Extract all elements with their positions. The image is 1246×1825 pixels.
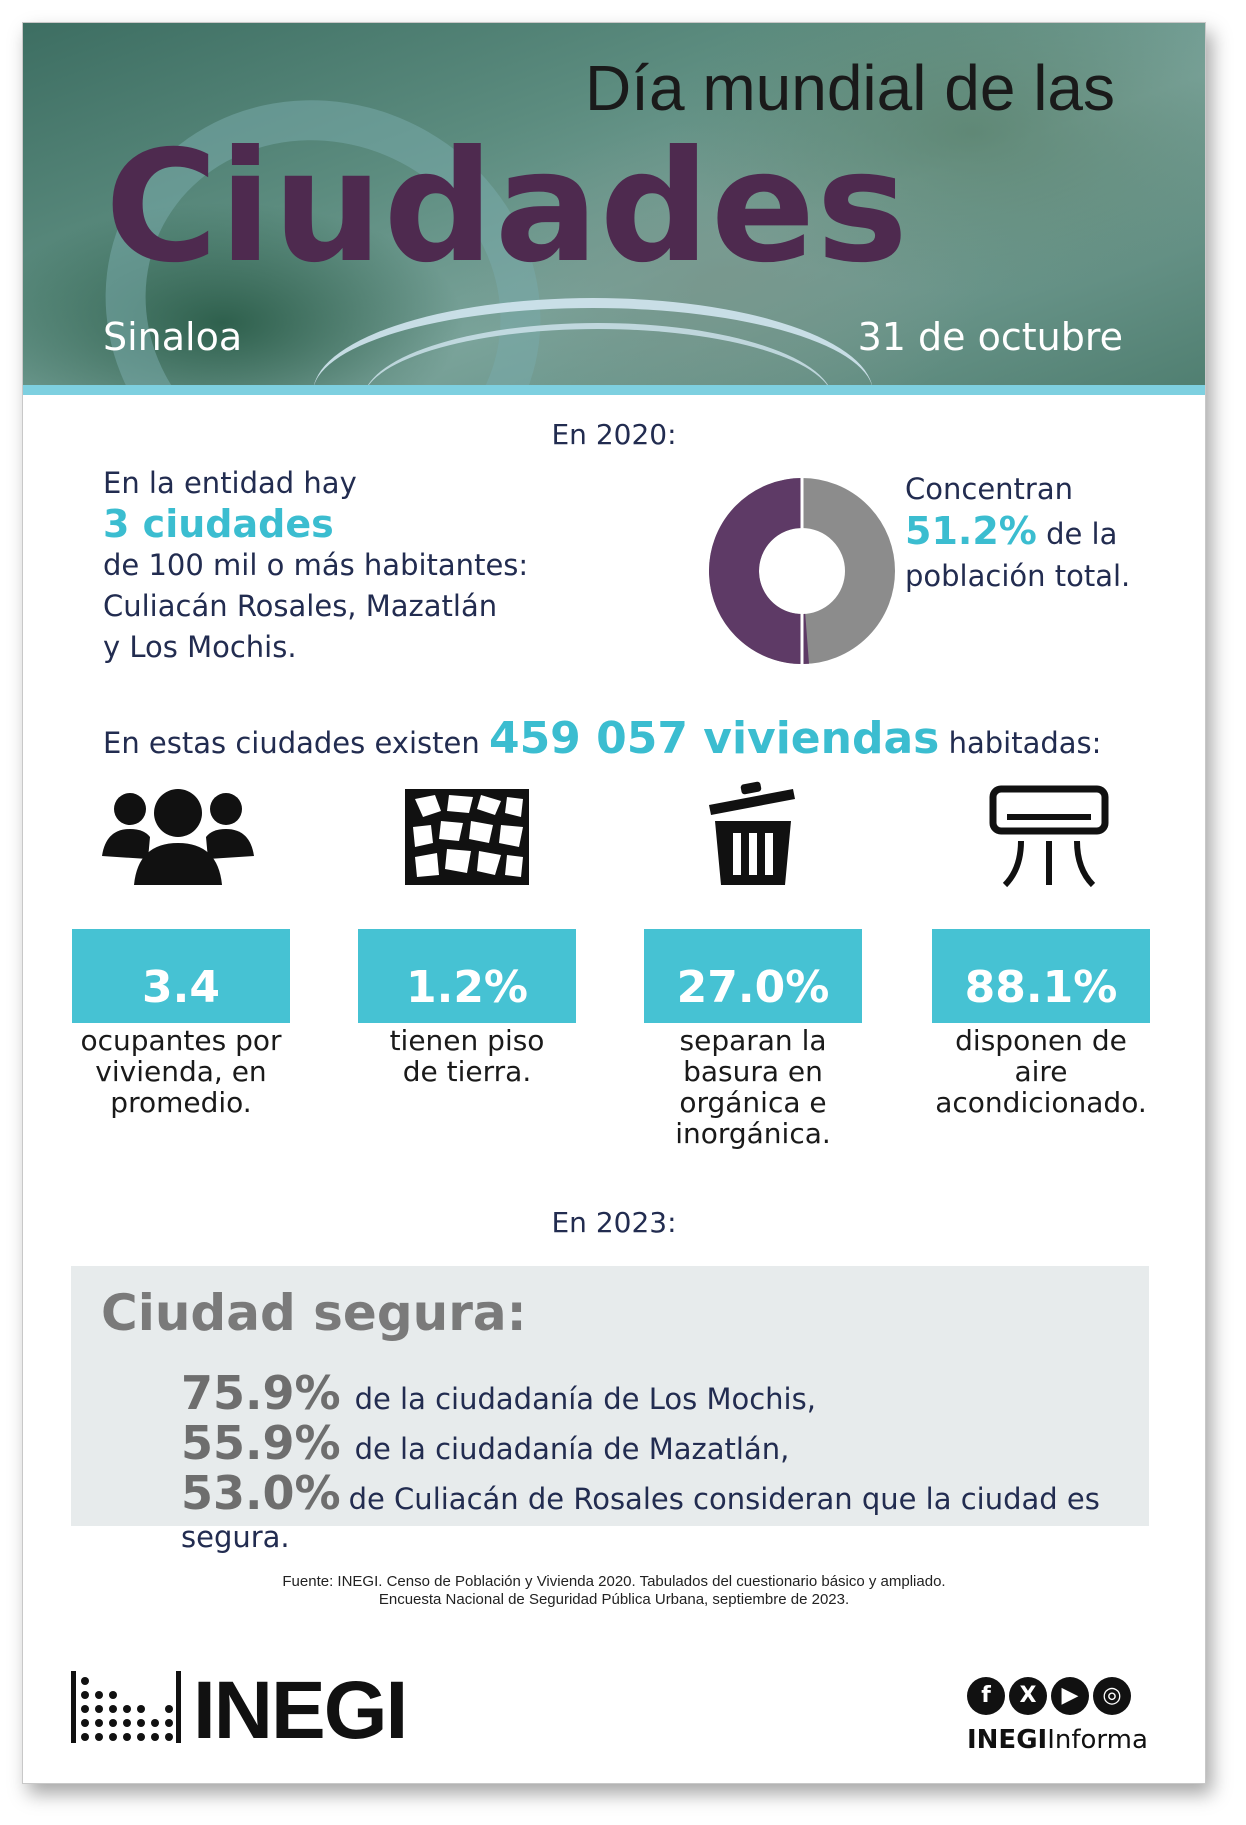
title-line1: Día mundial de las	[584, 52, 1115, 124]
stat-waste-separation-label: separan la basura en orgánica e inorgánica.	[675, 1024, 831, 1150]
instagram-icon[interactable]: ◎	[1093, 1677, 1131, 1715]
infographic-card	[22, 22, 1206, 1784]
x-icon[interactable]: X	[1009, 1677, 1047, 1715]
safe-city-title: Ciudad segura:	[101, 1284, 527, 1342]
safe-row-los-mochis: 75.9% de la ciudadanía de Los Mochis,	[181, 1366, 816, 1420]
year-2023-label: En 2023:	[551, 1206, 677, 1239]
state-label: Sinaloa	[103, 315, 243, 359]
source-note: Fuente: INEGI. Censo de Población y Vivienda 2020. Tabulados del cuestionario básico y ampliado. Encuesta Nacional de Seguridad Pública Urbana, septiembre de 2023.	[282, 1573, 946, 1608]
title-line2: Ciudades	[105, 118, 909, 297]
viviendas-value: 459 057 viviendas	[488, 713, 940, 764]
inegi-logo-icon	[71, 1671, 181, 1743]
date-label: 31 de octubre	[857, 315, 1123, 359]
cities-count: 3 ciudades	[103, 502, 334, 546]
stat-dirt-floor-label: tienen piso de tierra.	[389, 1024, 545, 1088]
safe-row-culiacan: 53.0% de Culiacán de Rosales consideran que la ciudad es segura.	[181, 1466, 1100, 1554]
safe-row-mazatlan: 55.9% de la ciudadanía de Mazatlán,	[181, 1416, 790, 1470]
inegi-informa: INEGIInforma	[967, 1725, 1148, 1755]
trash-can-icon	[703, 781, 803, 891]
stat-occupants: 3.4	[72, 929, 290, 1023]
safe-city-panel	[71, 1266, 1149, 1554]
viviendas-line: En estas ciudades existen 459 057 viviendas habitadas:	[103, 713, 1102, 764]
donut-slice-cities	[734, 503, 807, 639]
inegi-brand: INEGI	[193, 1665, 407, 1756]
stat-air-conditioning-label: disponen de aire acondicionado.	[935, 1024, 1147, 1119]
stat-occupants-label: ocupantes por vivienda, en promedio.	[80, 1024, 282, 1119]
concentration-text: Concentran 51.2% de la población total.	[905, 472, 1131, 593]
stat-air-conditioning: 88.1%	[932, 929, 1150, 1023]
concentration-value: 51.2%	[905, 509, 1037, 553]
social-icons	[967, 1677, 1135, 1715]
hero-banner	[23, 23, 1205, 395]
dirt-floor-icon	[401, 781, 533, 891]
stat-waste-separation: 27.0%	[644, 929, 862, 1023]
population-donut	[709, 478, 895, 664]
facebook-icon[interactable]: f	[967, 1677, 1005, 1715]
year-2020-label: En 2020:	[551, 418, 677, 451]
cities-intro: En la entidad hay 3 ciudades de 100 mil o más habitantes: Culiacán Rosales, Mazatlán y Los Mochis.	[103, 466, 529, 664]
people-icon	[98, 781, 258, 891]
stat-dirt-floor: 1.2%	[358, 929, 576, 1023]
youtube-icon[interactable]: ▶	[1051, 1677, 1089, 1715]
air-conditioner-icon	[987, 781, 1111, 891]
